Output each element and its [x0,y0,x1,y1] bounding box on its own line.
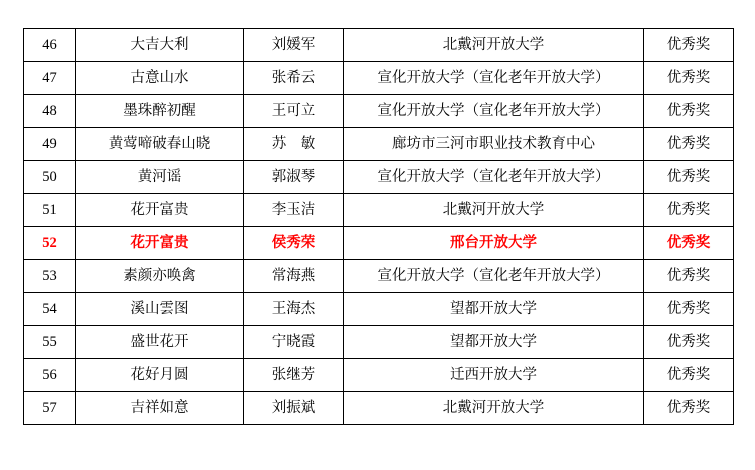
cell-org: 北戴河开放大学 [344,392,644,425]
cell-award: 优秀奖 [644,62,734,95]
cell-org: 北戴河开放大学 [344,194,644,227]
cell-title: 古意山水 [76,62,244,95]
table-row [24,359,734,392]
cell-no: 56 [24,359,76,392]
cell-title: 花好月圆 [76,359,244,392]
cell-award: 优秀奖 [644,293,734,326]
table-row [24,161,734,194]
cell-author: 刘媛军 [244,29,344,62]
table-row [24,95,734,128]
cell-no: 49 [24,128,76,161]
cell-no: 54 [24,293,76,326]
cell-award: 优秀奖 [644,260,734,293]
cell-author: 宁晓霞 [244,326,344,359]
cell-no: 55 [24,326,76,359]
cell-award: 优秀奖 [644,194,734,227]
cell-no: 52 [24,227,76,260]
cell-no: 51 [24,194,76,227]
cell-author: 王海杰 [244,293,344,326]
cell-title: 花开富贵 [76,227,244,260]
cell-no: 53 [24,260,76,293]
cell-author: 王可立 [244,95,344,128]
cell-award: 优秀奖 [644,161,734,194]
award-table-body [24,29,734,425]
cell-award: 优秀奖 [644,29,734,62]
table-row [24,227,734,260]
cell-award: 优秀奖 [644,95,734,128]
cell-title: 大吉大利 [76,29,244,62]
cell-title: 墨珠醉初醒 [76,95,244,128]
table-row [24,194,734,227]
table-row [24,392,734,425]
award-table [23,28,734,425]
cell-org: 宣化开放大学（宣化老年开放大学） [344,62,644,95]
cell-author: 郭淑琴 [244,161,344,194]
cell-award: 优秀奖 [644,227,734,260]
cell-title: 花开富贵 [76,194,244,227]
cell-title: 溪山雲图 [76,293,244,326]
table-row [24,128,734,161]
cell-org: 望都开放大学 [344,293,644,326]
cell-org: 宣化开放大学（宣化老年开放大学） [344,161,644,194]
cell-award: 优秀奖 [644,392,734,425]
cell-org: 望都开放大学 [344,326,644,359]
cell-author: 刘振斌 [244,392,344,425]
cell-org: 邢台开放大学 [344,227,644,260]
cell-no: 47 [24,62,76,95]
cell-title: 黄莺啼破春山晓 [76,128,244,161]
cell-title: 素颜亦唤禽 [76,260,244,293]
cell-author: 苏 敏 [244,128,344,161]
cell-author: 常海燕 [244,260,344,293]
cell-author: 张继芳 [244,359,344,392]
cell-title: 黄河谣 [76,161,244,194]
cell-author: 张希云 [244,62,344,95]
cell-title: 盛世花开 [76,326,244,359]
cell-org: 宣化开放大学（宣化老年开放大学） [344,95,644,128]
cell-award: 优秀奖 [644,128,734,161]
cell-no: 50 [24,161,76,194]
table-row [24,326,734,359]
cell-org: 北戴河开放大学 [344,29,644,62]
table-row [24,62,734,95]
cell-author: 侯秀荣 [244,227,344,260]
cell-no: 48 [24,95,76,128]
cell-no: 46 [24,29,76,62]
table-row [24,29,734,62]
table-row [24,293,734,326]
cell-no: 57 [24,392,76,425]
cell-award: 优秀奖 [644,326,734,359]
cell-author: 李玉洁 [244,194,344,227]
cell-org: 宣化开放大学（宣化老年开放大学） [344,260,644,293]
table-row [24,260,734,293]
cell-org: 迁西开放大学 [344,359,644,392]
cell-org: 廊坊市三河市职业技术教育中心 [344,128,644,161]
cell-title: 吉祥如意 [76,392,244,425]
cell-award: 优秀奖 [644,359,734,392]
